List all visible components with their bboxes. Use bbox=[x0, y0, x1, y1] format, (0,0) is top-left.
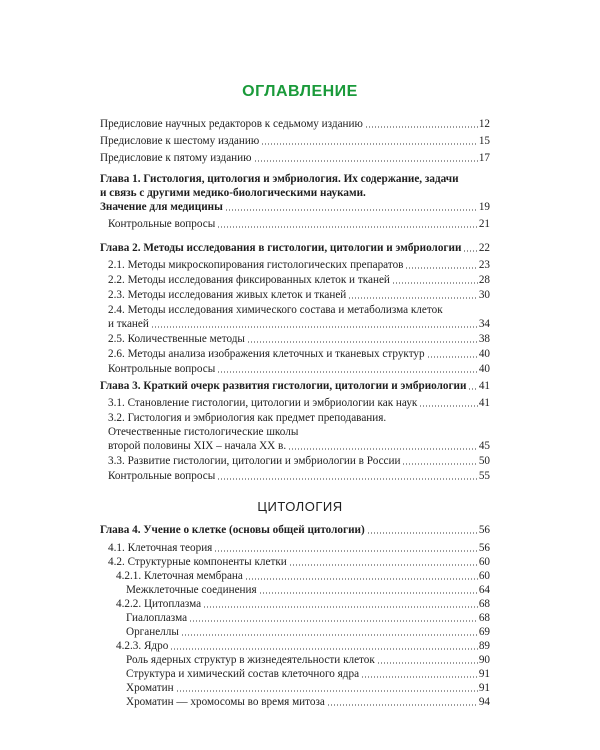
toc-entry-preface-7[interactable]: Предисловие научных редакторов к седьмому изданию 12 bbox=[100, 118, 490, 130]
toc-entry-2-1[interactable]: 2.1. Методы микроскопирования гистологических препаратов 23 bbox=[108, 259, 490, 271]
toc-entry-chromatin[interactable]: Хроматин 91 bbox=[126, 682, 490, 694]
toc-entry-preface-5[interactable]: Предисловие к пятому изданию 17 bbox=[100, 152, 490, 164]
toc-entry-2-3[interactable]: 2.3. Методы исследования живых клеток и тканей 30 bbox=[108, 289, 490, 301]
toc-entry-organelles[interactable]: Органеллы 69 bbox=[126, 626, 490, 638]
section-heading-cytology: ЦИТОЛОГИЯ bbox=[257, 499, 343, 514]
toc-entry-4-2[interactable]: 4.2. Структурные компоненты клетки 60 bbox=[108, 556, 490, 568]
chapter-2-block bbox=[100, 241, 490, 376]
toc-entry-ch2-review[interactable]: Контрольные вопросы 40 bbox=[108, 363, 490, 375]
toc-entry-2-6[interactable]: 2.6. Методы анализа изображения клеточных и тканевых структур 40 bbox=[108, 348, 490, 360]
toc-entry-2-4[interactable]: 2.4. Методы исследования химического состава и метаболизма клеток и тканей 34 bbox=[108, 304, 490, 330]
toc-entry-4-2-2[interactable]: 4.2.2. Цитоплазма 68 bbox=[116, 598, 490, 610]
toc-entry-preface-6[interactable]: Предисловие к шестому изданию 15 bbox=[100, 135, 490, 147]
toc-entry-nucleus-structure[interactable]: Структура и химический состав клеточного ядра 91 bbox=[126, 668, 490, 680]
page-title: ОГЛАВЛЕНИЕ bbox=[242, 83, 358, 100]
toc-entry-4-1[interactable]: 4.1. Клеточная теория 56 bbox=[108, 542, 490, 554]
preface-list bbox=[100, 117, 490, 165]
chapter-4-heading[interactable]: Глава 4. Учение о клетке (основы общей цитологии) 56 bbox=[100, 524, 490, 536]
toc-entry-hyaloplasm[interactable]: Гиалоплазма 68 bbox=[126, 612, 490, 624]
toc-entry-3-3[interactable]: 3.3. Развитие гистологии, цитологии и эмбриологии в России 50 bbox=[108, 455, 490, 467]
toc-entry-3-1[interactable]: 3.1. Становление гистологии, цитологии и эмбриологии как наук 41 bbox=[108, 397, 490, 409]
toc-entry-nuclear-role[interactable]: Роль ядерных структур в жизнедеятельности клеток 90 bbox=[126, 654, 490, 666]
chapter-4-block bbox=[100, 523, 490, 709]
chapter-3-block bbox=[100, 379, 490, 483]
chapter-1-block bbox=[100, 172, 490, 231]
chapter-2-heading[interactable]: Глава 2. Методы исследования в гистологии, цитологии и эмбриологии 22 bbox=[100, 242, 490, 254]
toc-entry-3-2[interactable]: 3.2. Гистология и эмбриология как предмет преподавания. Отечественные гистологические школы второй половины XIX – начала XX в. 45 bbox=[108, 412, 490, 452]
toc-entry-ch1-review[interactable]: Контрольные вопросы 21 bbox=[108, 218, 490, 230]
toc-entry-ch3-review[interactable]: Контрольные вопросы 55 bbox=[108, 470, 490, 482]
chapter-1-heading[interactable]: Глава 1. Гистология, цитология и эмбриология. Их содержание, задачи и связь с другими медико-биологическими науками. Значение для медицины 19 bbox=[100, 173, 490, 213]
chapter-3-heading[interactable]: Глава 3. Краткий очерк развития гистологии, цитологии и эмбриологии 41 bbox=[100, 380, 490, 392]
toc-entry-chromatin-mitosis[interactable]: Хроматин — хромосомы во время митоза 94 bbox=[126, 696, 490, 708]
toc-entry-4-2-3[interactable]: 4.2.3. Ядро 89 bbox=[116, 640, 490, 652]
toc-entry-2-2[interactable]: 2.2. Методы исследования фиксированных клеток и тканей 28 bbox=[108, 274, 490, 286]
toc-entry-junctions[interactable]: Межклеточные соединения 64 bbox=[126, 584, 490, 596]
toc-entry-2-5[interactable]: 2.5. Количественные методы 38 bbox=[108, 333, 490, 345]
toc-entry-4-2-1[interactable]: 4.2.1. Клеточная мембрана 60 bbox=[116, 570, 490, 582]
